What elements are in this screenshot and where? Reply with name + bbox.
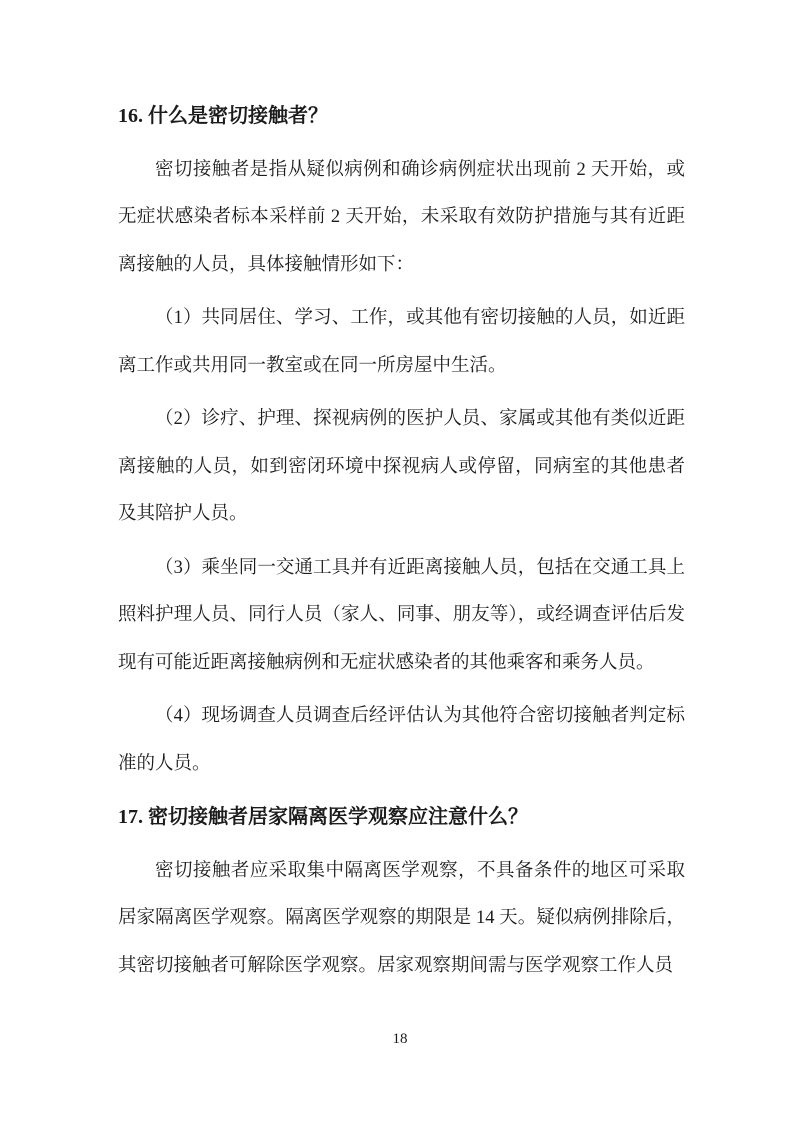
document-body <box>118 93 685 996</box>
section-16-list-item-1: （1）共同居住、学习、工作，或其他有密切接触的人员，如近距离工作或共用同一教室或在同一所房屋中生活。 <box>118 308 685 376</box>
section-16-list-item-3: （3）乘坐同一交通工具并有近距离接触人员，包括在交通工具上照料护理人员、同行人员（家人、同事、朋友等），或经调查评估后发现有可能近距离接触病例和无症状感染者的其他乘客和乘务人员。 <box>118 557 685 673</box>
section-16-paragraph-intro: 密切接触者是指从疑似病例和确诊病例症状出现前 2 天开始，或无症状感染者标本采样前 2 天开始，未采取有效防护措施与其有近距离接触的人员，具体接触情形如下： <box>118 159 685 275</box>
section-17-paragraph-intro: 密切接触者应采取集中隔离医学观察，不具备条件的地区可采取居家隔离医学观察。隔离医学观察的期限是 14 天。疑似病例排除后，其密切接触者可解除医学观察。居家观察期间需与医学观察工作人员 <box>118 860 685 976</box>
section-17-heading: 17. 密切接触者居家隔离医学观察应注意什么？ <box>118 806 528 828</box>
page-number: 18 <box>392 1031 408 1047</box>
section-16-list-item-4: （4）现场调查人员调查后经评估认为其他符合密切接触者判定标准的人员。 <box>118 706 685 774</box>
section-16-heading: 16. 什么是密切接触者？ <box>118 105 328 127</box>
section-16-list-item-2: （2）诊疗、护理、探视病例的医护人员、家属或其他有类似近距离接触的人员，如到密闭环境中探视病人或停留，同病室的其他患者及其陪护人员。 <box>118 409 685 524</box>
